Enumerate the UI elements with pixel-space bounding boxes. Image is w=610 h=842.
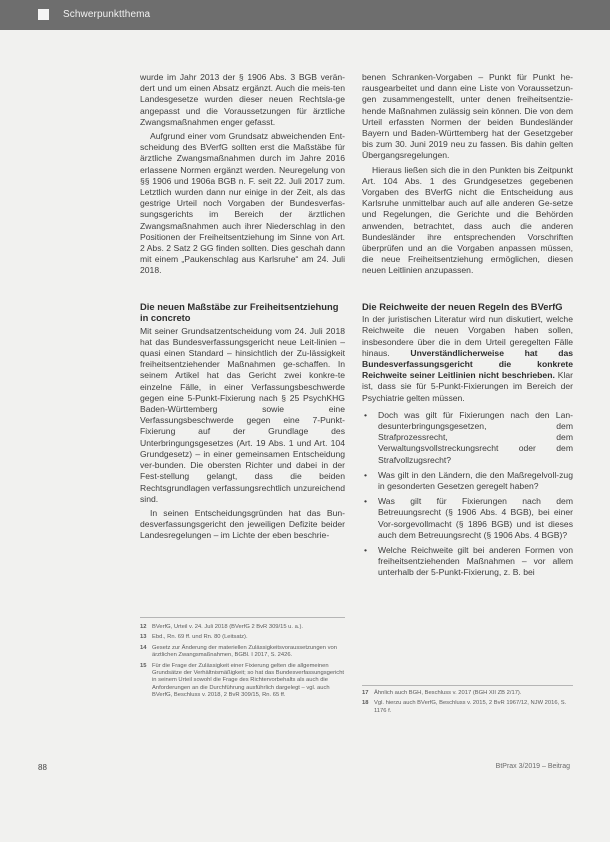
right-section-intro-tail: Klar ist, dass sie für 5-Punkt-Fixierungen im Bereich der Psychiatrie gelten müssen. [362,370,574,403]
footnote-text: Ähnlich auch BGH, Beschluss v. 2017 (BGH XII ZB 2/17). [374,690,522,696]
footnote [140,634,345,641]
right-section-intro-bold: Unverständlicherweise hat das Bundesverfassungsgericht die konkrete Reichweite seiner Leitlinien nicht beschrieben. [362,347,573,381]
right-section-intro [362,314,573,404]
list-item: • Doch was gilt für Fixierungen nach den Lan-desunterbringungsgesetzen, dem Strafprozessrecht, dem Verwaltungsvollstreckungsrecht oder dem Strafvollzugsrecht? [362,410,573,466]
footnote-number: 12 [140,624,147,630]
footnote-number: 15 [140,662,147,669]
footnote-number: 13 [140,634,147,641]
footnote-text: BVerfG, Urteil v. 24. Juli 2018 (BVerfG 2 BvR 309/15 u. a.). [152,624,304,630]
question-list [362,410,573,579]
header-bar [0,0,610,30]
footnote [362,700,573,715]
left-section-paragraph-1: Mit seiner Grundsatzentscheidung vom 24. Juli 2018 hat das Bundesverfassungsgericht neue Leit-linien – quasi einen Standard – hinsichtlich der Zu-lässigkeit freiheitsentziehender Maßnahmen ge-schaffen. In seinem Artikel hat das Gericht zwei konkre-te einzelne Fälle, in einer Verfassungsbeschwerde gegen eine 5-Punkt-Fixierung nach § 25 PsychKHG Baden-Württemberg sowie eine Verfassungsbeschwerde gegen eine 7-Punkt-Fixierung auf der Grundlage des Unterbringungsgesetzes (Art. 19 Abs. 1 und Art. 104 Grundgesetz) – in einer gemeinsamen Entscheidung ver-bunden. Die obersten Richter und dabei in der Fest-stellung gelangt, dass die beiden Rechtsgrundlagen verfassungsrechtlich unzureichend sind. [140,325,345,504]
right-paragraph-2: Hieraus ließen sich die in den Punkten bis Zeitpunkt Art. 104 Abs. 1 des Grundgesetzes gegebenen Vorgaben des BVerfG nicht die Entscheidung aus Karlsruhe unmittelbar auch auf alle anderen Ge-setze und Regelungen, die Gerichte und die Behörden anwenden, betrachtet, dass auch die anderen Bundesländer ihre entsprechenden Vorschriften überprüfen und an die Vorgaben anpassen müssen, die neue Freiheitsentziehung ermöglichen, diesen neuen Leitlinien anzupassen. [362,164,573,276]
footnote-number: 14 [140,644,147,651]
footnote-divider-right [362,685,573,686]
list-item: • Welche Reichweite gilt bei anderen Formen von freiheitsentziehenden Maßnahmen – vor allem unterhalb der 5-Punkt-Fixierung, z. B. bei [362,545,573,579]
page-number: 88 [38,763,47,772]
footnote-number: 18 [362,700,369,707]
left-section-paragraph-2: In seinen Entscheidungsgründen hat das Bun-desverfassungsgericht den jeweiligen Defizite beider Landesregelungen – im Lichte der eben beschrie- [140,507,345,541]
footnote-text: Für die Frage der Zulässigkeit einer Fixierung gelten die allgemeinen Grundsätze der Verhältnismäßigkeit; so hat das Bundesverfassungsgericht in seinem Urteil sowohl die Frage des Richtervorbehalts als auch die Anforderungen an die Durchführung ausführlich dargelegt – vgl. auch BVerfG, Beschluss v. 2018, 2 BvR 309/15, Rn. 65 ff. [152,662,345,699]
left-section-heading: Die neuen Maßstäbe zur Freiheitsentziehung in concreto [140,300,339,324]
footnotes-right [362,690,573,718]
left-paragraph-2: Aufgrund einer vom Grundsatz abweichenden Ent-scheidung des BVerfG sollten erst die Maßstäbe für ärztliche Zwangsmaßnahmen durch im Jahre 2016 erlassene Normen ergänzt werden. Neuregelung von §§ 1906 und 1906a BGB n. F. seit 22. Juli 2017 zum. Letztlich wurden dann nur einige in der Zeit, als das gestrige Urteil noch Vorgaben der Bundesverfas-sungsgerichts im Bereich der ärztlichen Zwangsmaßnahmen auch ihrer Niederschlag in den Positionen der Freiheitsentziehung im Sinne von Art. 2 Abs. 2 Satz 2 GG finden sollten. Dies geschah dann mit einem „Paukenschlag aus Karlsruhe“ am 24. Juli 2018. [140,131,345,276]
footnote-text: Ebd., Rn. 69 ff. und Rn. 80 (Leitsatz). [152,634,248,641]
footnote-text: Vgl. hierzu auch BVerfG, Beschluss v. 2015, 2 BvR 1967/12, NJW 2016, S. 1176 f. [374,700,567,714]
footnote-divider-left [140,617,345,618]
header-marker-icon [38,9,49,20]
right-section-intro-plain: In der juristischen Literatur wird nun diskutiert, welche Reichweite die neuen Vorgaben haben sollen, insbesondere über die in dem Urteil geregelten Fälle hinaus. [362,314,573,358]
footnote [140,645,345,660]
footnotes-left [140,624,345,703]
list-item: • Was gilt in den Ländern, die den Maßregelvoll-zug in gesonderten Gesetzen geregelt haben? [362,470,573,492]
footer-info: BtPrax 3/2019 – Beitrag [495,763,570,770]
right-column [362,72,573,583]
footnote [362,690,573,697]
footnote-text: Gesetz zur Änderung der materiellen Zulässigkeitsvoraussetzungen von ärztlichen Zwangsmaßnahmen, BGBl. I 2017, S. 2426. [152,644,337,659]
list-item: • Was gilt für Fixierungen nach dem Betreuungsrecht (§ 1906 Abs. 4 BGB), bei einer Vor-sorgevollmacht (§ 1896 BGB) und ist dieses auch dem Betreuungsrecht (§ 1906 Abs. 4 BGB)? [362,496,573,541]
footnote [140,624,345,631]
header-title: Schwerpunktthema [63,9,151,20]
left-paragraph-1: wurde im Jahr 2013 der § 1906 Abs. 3 BGB verän-dert und um einen Absatz ergänzt. Auch die meis-ten Landesgesetze wurden dieser neuen Rechtsla-ge angepasst und die Voraussetzungen für ärztliche Zwangsmaßnahmen enger gefasst. [140,72,345,127]
footnote-number: 17 [362,690,369,696]
footnote [140,663,345,700]
left-column [140,72,345,545]
right-section-heading: Die Reichweite der neuen Regeln des BVerfG [362,300,563,312]
right-paragraph-1: benen Schranken-Vorgaben – Punkt für Punkt he-rausgearbeitet und dann eine Liste von Voraussetzun-gen zusammengestellt, unter denen freiheitsentzie-hende Maßnahmen zulässig sein können. Die von dem Urteil erfassten Normen der beiden Bundesländer Bayern und Baden-Württemberg hat der Gesetzgeber bis zum 30. Juni 2019 neu zu fassen. Bis dahin gelten Übergangsregelungen. [362,72,573,161]
